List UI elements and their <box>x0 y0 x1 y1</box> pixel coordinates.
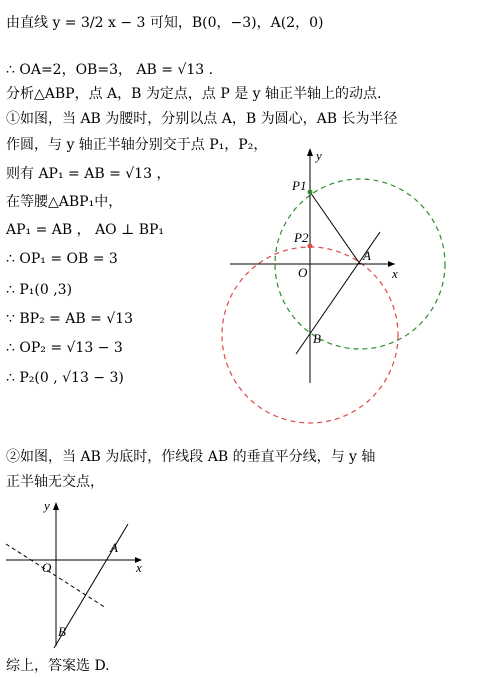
line-conclusion: 综上，答案选 D. <box>6 658 110 674</box>
y-axis-arrow-icon <box>53 502 59 510</box>
line-isosceles: 在等腰△ABP₁中， <box>6 194 123 210</box>
line-case1: ①如图，当 AB 为腰时，分别以点 A，B 为圆心，AB 长为半径 <box>6 111 398 127</box>
line-case1-cont: 作圆，与 y 轴正半轴分别交于点 P₁，P₂， <box>6 137 268 153</box>
line-lengths: ∴ OA=2，OB=3， AB = √13 . <box>6 62 214 78</box>
line-bp2: ∵ BP₂ = AB = √13 <box>6 311 134 327</box>
label-B: B <box>58 624 66 639</box>
line-case2-cont: 正半轴无交点， <box>6 474 104 490</box>
figure-2-diagram <box>2 496 152 654</box>
line-op2: ∴ OP₂ = √13 − 3 <box>6 340 123 356</box>
line-op1: ∴ OP₁ = OB = 3 <box>6 251 118 267</box>
y-axis-arrow-icon <box>307 148 313 156</box>
line-given: 由直线 y = 3/2 x − 3 可知，B(0，−3)，A(2，0) <box>6 15 324 31</box>
line-ap1: 则有 AP₁ = AB = √13 ， <box>6 166 171 182</box>
label-P2: P2 <box>294 230 309 245</box>
label-P1: P1 <box>292 178 307 193</box>
x-axis-label: x <box>136 560 142 575</box>
line-p1: ∴ P₁(0 ,3) <box>6 282 73 298</box>
origin-label: O <box>42 560 52 575</box>
line-case2: ②如图，当 AB 为底时，作线段 AB 的垂直平分线，与 y 轴 <box>6 449 376 465</box>
label-B: B <box>313 331 321 346</box>
origin-label: O <box>298 265 308 280</box>
point-P1 <box>308 190 313 195</box>
line-ap1-ab: AP₁ = AB ， AO ⊥ BP₁ <box>6 222 165 238</box>
segment-P1A <box>310 192 360 264</box>
label-A: A <box>363 248 371 263</box>
figure-1-diagram <box>220 138 460 428</box>
line-analysis: 分析△ABP，点 A，B 为定点，点 P 是 y 轴正半轴上的动点. <box>6 86 382 102</box>
line-p2: ∴ P₂(0 , √13 − 3) <box>6 370 124 386</box>
y-axis-label: y <box>316 148 322 163</box>
label-A: A <box>110 540 118 555</box>
y-axis-label: y <box>44 498 50 513</box>
x-axis-label: x <box>392 266 398 281</box>
